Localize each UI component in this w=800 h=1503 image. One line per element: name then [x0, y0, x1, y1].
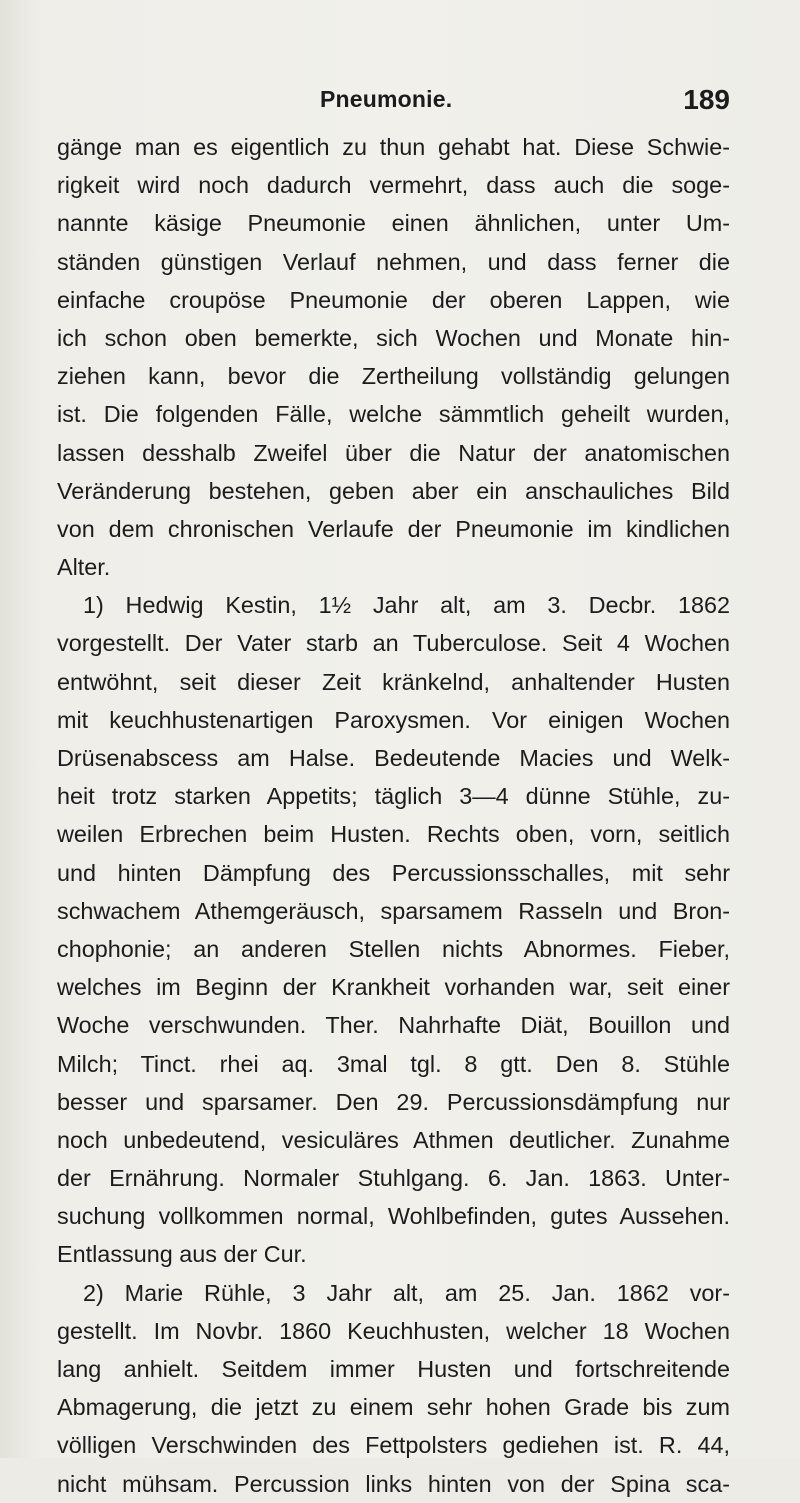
page-header: [320, 84, 730, 124]
text-line: Woche verschwunden. Ther. Nahrhafte Diät, Bouillon und: [57, 1012, 730, 1039]
text-line: nicht mühsam. Percussion links hinten von der Spina sca-: [57, 1470, 730, 1497]
text-line: lang anhielt. Seitdem immer Husten und fortschreitende: [57, 1356, 730, 1382]
text-line: heit trotz starken Appetits; täglich 3—4 dünne Stühle, zu-: [57, 783, 730, 810]
text-line: schwachem Athemgeräusch, sparsamem Rasseln und Bron-: [57, 897, 730, 924]
text-line: Alter.: [57, 554, 111, 581]
text-line: suchung vollkommen normal, Wohlbefinden, gutes Aussehen.: [57, 1203, 730, 1230]
text-line: rigkeit wird noch dadurch vermehrt, dass auch die soge-: [57, 172, 730, 199]
text-line: von dem chronischen Verlaufe der Pneumonie im kindlichen: [57, 515, 730, 542]
text-line: lassen desshalb Zweifel über die Natur der anatomischen: [57, 439, 730, 466]
text-line: entwöhnt, seit dieser Zeit kränkelnd, anhaltender Husten: [57, 668, 730, 695]
text-line: der Ernährung. Normaler Stuhlgang. 6. Jan. 1863. Unter-: [57, 1165, 730, 1192]
text-line: vorgestellt. Der Vater starb an Tuberculose. Seit 4 Wochen: [57, 630, 730, 657]
text-line: und hinten Dämpfung des Percussionsschalles, mit sehr: [57, 859, 730, 886]
text-line: chophonie; an anderen Stellen nichts Abnormes. Fieber,: [57, 935, 730, 962]
text-line: einfache croupöse Pneumonie der oberen Lappen, wie: [57, 286, 730, 313]
text-line: ständen günstigen Verlauf nehmen, und dass ferner die: [57, 248, 730, 275]
text-line: nannte käsige Pneumonie einen ähnlichen, unter Um-: [57, 210, 730, 237]
text-line: gestellt. Im Novbr. 1860 Keuchhusten, welcher 18 Wochen: [57, 1317, 730, 1344]
text-line: welches im Beginn der Krankheit vorhanden war, seit einer: [57, 974, 730, 1001]
text-line: ich schon oben bemerkte, sich Wochen und Monate hin-: [57, 324, 730, 351]
text-line: völligen Verschwinden des Fettpolsters gediehen ist. R. 44,: [57, 1432, 730, 1459]
text-line: gänge man es eigentlich zu thun gehabt hat. Diese Schwie-: [57, 134, 730, 160]
text-line: weilen Erbrechen beim Husten. Rechts oben, vorn, seitlich: [57, 821, 730, 848]
text-line: Drüsenabscess am Halse. Bedeutende Macies und Welk-: [57, 745, 730, 771]
case-heading-line: 1) Hedwig Kestin, 1½ Jahr alt, am 3. Decbr. 1862: [83, 592, 730, 619]
body-text: [57, 128, 730, 1503]
text-line: ist. Die folgenden Fälle, welche sämmtlich geheilt wurden,: [57, 401, 730, 428]
running-title: Pneumonie.: [320, 86, 453, 112]
text-line: Abmagerung, die jetzt zu einem sehr hohen Grade bis zum: [57, 1394, 730, 1421]
page-number: 189: [683, 84, 730, 115]
text-line: ziehen kann, bevor die Zertheilung vollständig gelungen: [57, 363, 730, 390]
text-line: Veränderung bestehen, geben aber ein anschauliches Bild: [57, 477, 730, 504]
text-line: mit keuchhustenartigen Paroxysmen. Vor einigen Wochen: [57, 706, 730, 733]
text-line: Milch; Tinct. rhei aq. 3mal tgl. 8 gtt. Den 8. Stühle: [57, 1050, 730, 1077]
text-line: noch unbedeutend, vesiculäres Athmen deutlicher. Zunahme: [57, 1126, 730, 1153]
text-line: Entlassung aus der Cur.: [57, 1241, 307, 1268]
text-line: besser und sparsamer. Den 29. Percussionsdämpfung nur: [57, 1088, 730, 1115]
case-heading-line: 2) Marie Rühle, 3 Jahr alt, am 25. Jan. 1862 vor-: [83, 1279, 730, 1306]
